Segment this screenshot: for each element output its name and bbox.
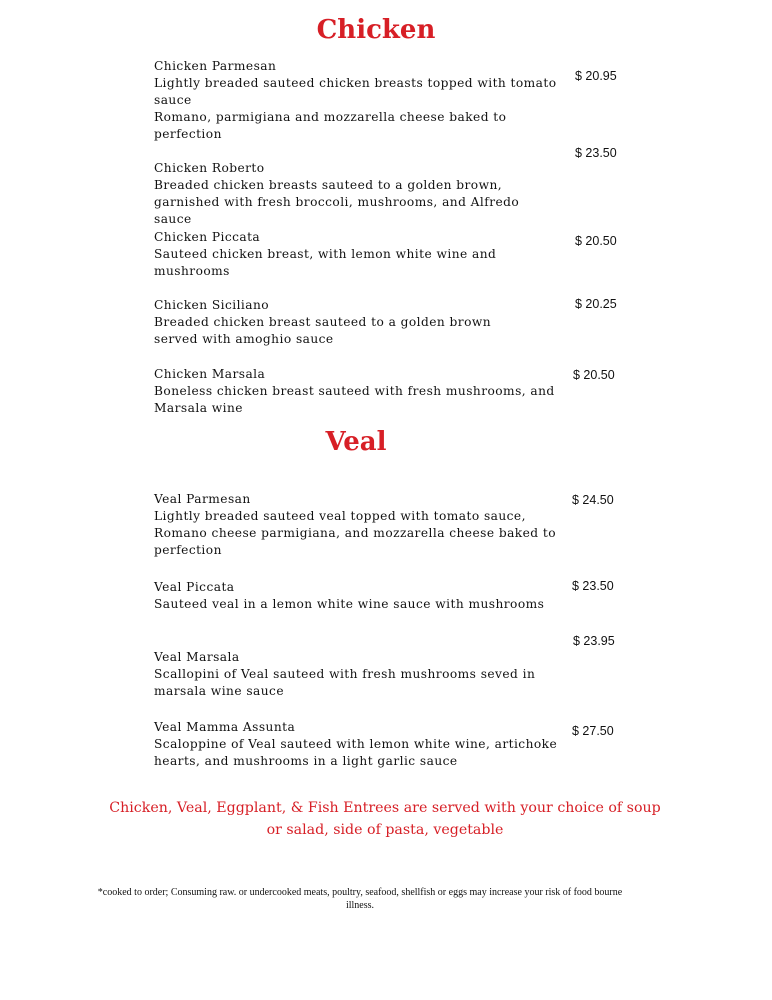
item-price: $ 27.50 [572, 724, 614, 738]
item-description: Lightly breaded sauteed chicken breasts topped with tomato sauce Romano, parmigiana and mozzarella cheese baked to perfection [154, 76, 557, 141]
menu-item-veal-parmesan [154, 491, 559, 559]
menu-item-veal-marsala [154, 649, 559, 700]
menu-item-chicken-roberto [154, 160, 559, 228]
item-name: Veal Mamma Assunta [154, 720, 296, 734]
item-price: $ 20.50 [575, 234, 617, 248]
item-description: Breaded chicken breasts sauteed to a golden brown, garnished with fresh broccoli, mushrooms, and Alfredo sauce [154, 178, 520, 226]
item-name: Chicken Siciliano [154, 298, 270, 312]
menu-item-chicken-parmesan [154, 58, 559, 143]
item-price: $ 23.95 [573, 634, 615, 648]
item-description: Sauteed chicken breast, with lemon white wine and mushrooms [154, 247, 497, 278]
item-description: Scallopini of Veal sauteed with fresh mushrooms seved in marsala wine sauce [154, 667, 536, 698]
item-description: Breaded chicken breast sauteed to a golden brown served with amoghio sauce [154, 315, 492, 346]
item-description: Boneless chicken breast sauteed with fresh mushrooms, and Marsala wine [154, 384, 555, 415]
item-name: Chicken Roberto [154, 161, 265, 175]
item-name: Veal Marsala [154, 650, 240, 664]
item-name: Chicken Parmesan [154, 59, 277, 73]
chicken-section-title: Chicken [316, 15, 436, 45]
item-price: $ 24.50 [572, 493, 614, 507]
item-name: Chicken Marsala [154, 367, 266, 381]
menu-item-veal-mamma-assunta [154, 719, 559, 770]
item-price: $ 23.50 [575, 146, 617, 160]
item-price: $ 23.50 [572, 579, 614, 593]
food-safety-disclaimer: *cooked to order; Consuming raw. or undercooked meats, poultry, seafood, shellfish or eggs may increase your risk of food bourne illness. [97, 887, 623, 911]
item-name: Veal Piccata [154, 580, 235, 594]
item-description: Sauteed veal in a lemon white wine sauce with mushrooms [154, 597, 545, 611]
item-name: Chicken Piccata [154, 230, 261, 244]
menu-item-veal-piccata [154, 579, 559, 613]
item-description: Lightly breaded sauteed veal topped with tomato sauce, Romano cheese parmigiana, and mozzarella cheese baked to perfection [154, 509, 557, 557]
menu-item-chicken-marsala [154, 366, 559, 417]
item-price: $ 20.50 [573, 368, 615, 382]
menu-item-chicken-piccata [154, 229, 559, 280]
item-name: Veal Parmesan [154, 492, 251, 506]
item-price: $ 20.25 [575, 297, 617, 311]
entree-sides-note: Chicken, Veal, Eggplant, & Fish Entrees are served with your choice of soup or salad, side of pasta, vegetable [109, 800, 661, 838]
veal-section-title: Veal [325, 427, 387, 457]
menu-item-chicken-siciliano [154, 297, 559, 348]
item-description: Scaloppine of Veal sauteed with lemon white wine, artichoke hearts, and mushrooms in a light garlic sauce [154, 737, 558, 768]
item-price: $ 20.95 [575, 69, 617, 83]
